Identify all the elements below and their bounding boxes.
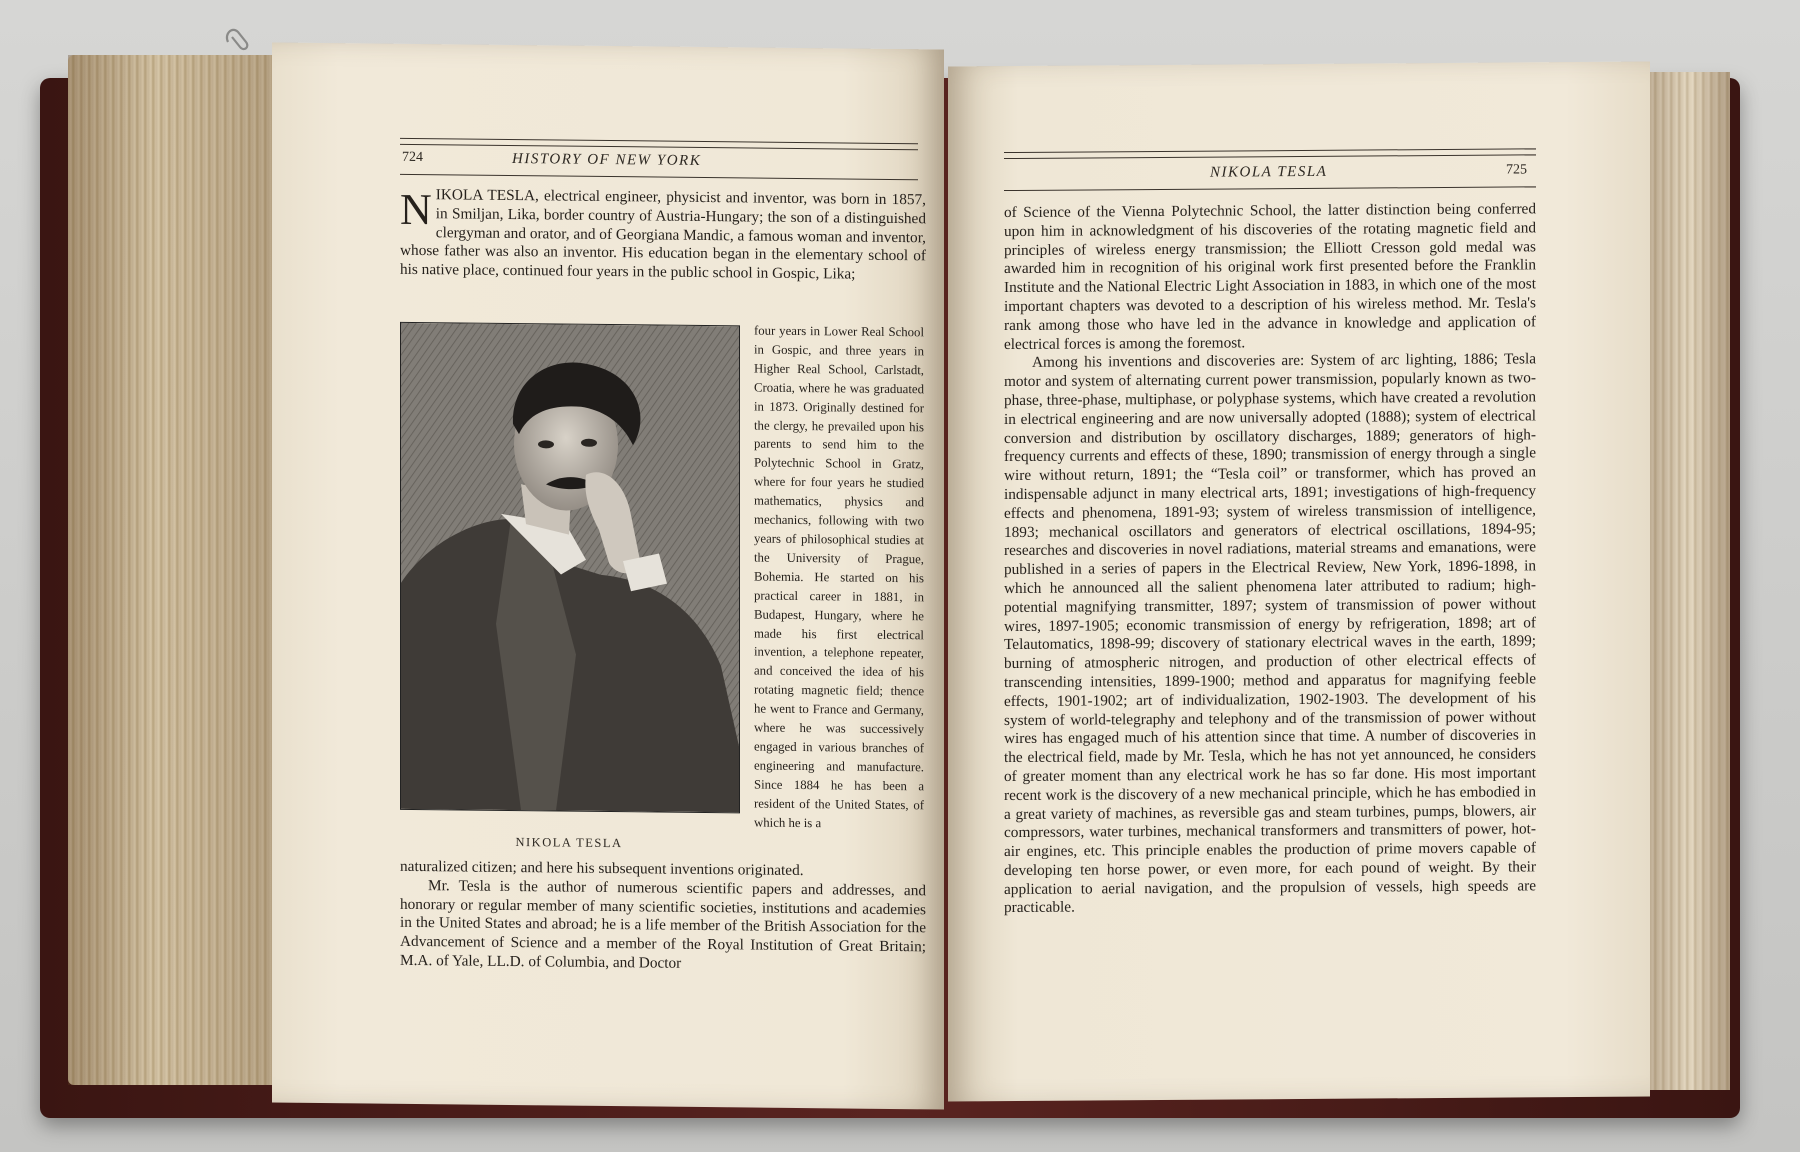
header-rule-bottom [400,174,918,180]
running-head: HISTORY OF NEW YORK [512,150,702,169]
drop-cap: N [400,184,432,235]
header-rule-top-thin [400,144,918,150]
header-rule-top [1004,148,1536,153]
inventions-paragraph: Among his inventions and discoveries are: System of arc lighting, 1886; Tesla motor and system of alternating current power transmission, popularly known as two-phase, three-phase, multiphase, or polyphase systems, which have created a revolution in electrical engineering and are now universally adopted (1888); system of electrical conversion and distribution by oscillatory discharges, 1889; generators of high-frequency currents and effects of these, 1890; transmission of energy through a single wire without return, 1891; the “Tesla coil” or transformer, which has proved an indispensable adjunct in many electrical arts, 1891; investigations of high-frequency effects and phenomena, 1891-93; system of wireless transmission of intelligence, 1893; mechanical oscillators and generators of electrical oscillations, 1894-95; researches and discoveries in novel radiations, material streams and emanations, were published in a series of papers in the Electrical Review, New York, 1896-1898, in which he announced all the salient phenomena later attributed to radium; high-potential magnifying transmitter, 1897; system of transmission of power without wires, 1897-1905; economic transmission of energy by refrigeration, 1898; art of Telautomatics, 1898-99; discovery of stationary electrical waves in the earth, 1899; burning of atmospheric nitrogen, and production of other electrical effects of transcending intensities, 1899-1900; method and apparatus for magnifying feeble effects, 1901-1902; art of individualization, 1902-1903. The development of his system of world-telegraphy and telephony and of the transmission of power without wires has engaged much of his attention since that time. A number of discoveries in the electrical field, made by Mr. Tesla, which he has not yet announced, he considers of greater moment than any electrical work he has so far done. His most important recent work is the discovery of a new mechanical principle, which he has embodied in a great variety of machines, as reversible gas and steam turbines, pumps, blowers, air compressors, water turbines, mechanical transformers and transmitters of power, hot-air engines, etc. This principle enables the production of prime movers capable of developing ten horse power, or even more, for each pound of weight. By their application to aerial navigation, and the propulsion of vessels, high speeds are practicable. [1004,350,1536,917]
vienna-paragraph: of Science of the Vienna Polytechnic School, the latter distinction being conferred upon him in acknowledgment of his discoveries of the rotating magnetic field and principles of wireless energy transmission; the Elliott Cresson gold medal was awarded him in recognition of his original work first presented before the Franklin Institute and the National Electric Light Association in 1883, in which one of the most important chapters was devoted to a description of his wireless method. Mr. Tesla's rank among those who have led in the advance in knowledge and application of electrical forces is among the foremost. [1004,200,1536,353]
photo-caption: NIKOLA TESLA [515,835,623,851]
continuation-line: naturalized citizen; and here his subsequent inventions originated. [400,857,804,880]
intro-paragraph [400,186,926,285]
running-head: NIKOLA TESLA [1210,163,1328,181]
honors-paragraph: Mr. Tesla is the author of numerous scientific papers and addresses, and honorary or regular member of many scientific societies, institutions and academies in the United States and abroad; he is a life member of the British Association for the Advancement of Science and a member of the Royal Institution of Great Britain; M.A. of Yale, LL.D. of Columbia, and Doctor [400,876,926,972]
left-page-block [68,55,288,1085]
intro-text: IKOLA TESLA, electrical engineer, physicist and inventor, was born in 1857, in Smiljan, Lika, border country of Austria-Hungary; the son of a distinguished clergyman and orator, and of Georgiana Mandic, a famous woman and inventor, whose father was also an inventor. His education began in the elementary school of his native place, continued four years in the public school in Gospic, Lika; [400,186,926,283]
header-rule-top [400,138,918,144]
right-page-body [1004,200,1536,918]
left-page [272,42,944,1109]
header-rule-bottom [1004,186,1536,191]
header-rule-top-thin [1004,154,1536,159]
right-page-block [1650,72,1730,1090]
page-number: 724 [402,149,423,166]
right-page [948,62,1650,1102]
continuation-text [400,858,926,976]
page-number: 725 [1506,162,1527,178]
portrait-photo [400,322,740,814]
paper-clip-icon [222,22,256,54]
side-column-text: four years in Lower Real School in Gospic, and three years in Higher Real School, Carlstadt, Croatia, where he was graduated in 1873. Originally destined for the clergy, he prevailed upon his parents to send him to the Polytechnic School in Gratz, where for four years he studied mathematics, physics and mechanics, following with two years of philosophical studies at the University of Prague, Bohemia. He started on his practical career in 1881, in Budapest, Hungary, where he made his first electrical invention, a telephone repeater, and conceived the idea of his rotating magnetic field; thence he went to France and Germany, where he was successively engaged in various branches of engineering and manufacture. Since 1884 he has been a resident of the United States, of which he is a [754,323,924,830]
